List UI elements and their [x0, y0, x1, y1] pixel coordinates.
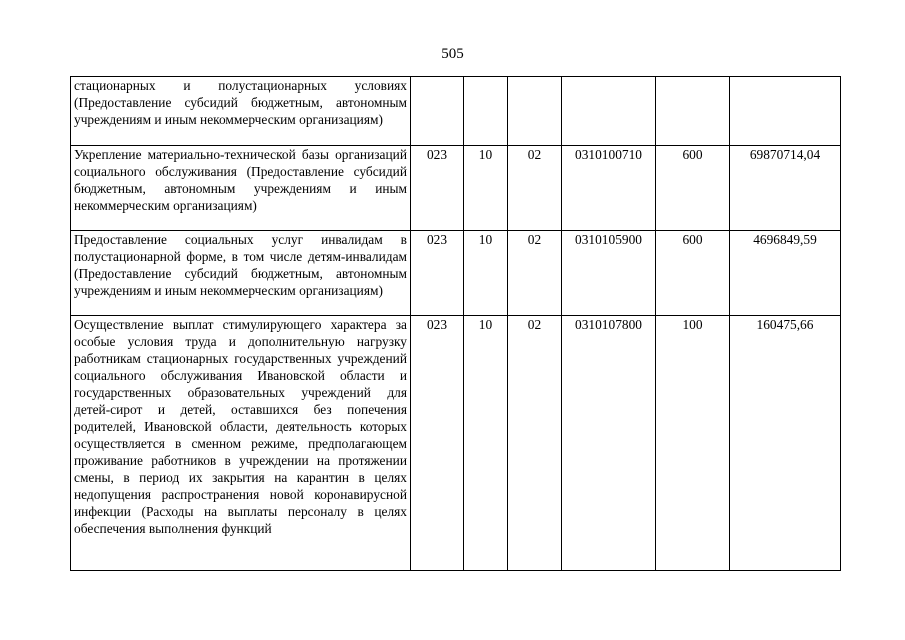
grbs-code: 023 — [411, 231, 464, 316]
subsection-code: 02 — [508, 231, 562, 316]
row-description: Укрепление материально-технической базы организаций социального обслуживания (Предоставление субсидий бюджетным, автономным учреждениям и иным некоммерческим организациям) — [71, 146, 411, 231]
row-description: Предоставление социальных услуг инвалидам в полустационарной форме, в том числе детям-инвалидам (Предоставление субсидий бюджетным, автономным учреждениям и иным некоммерческим организациям) — [71, 231, 411, 316]
expense-type-code: 600 — [656, 146, 730, 231]
table-row — [71, 231, 841, 316]
section-code: 10 — [464, 231, 508, 316]
expense-type-code — [656, 77, 730, 146]
section-code: 10 — [464, 146, 508, 231]
table-row — [71, 146, 841, 231]
amount — [730, 77, 841, 146]
row-description: Осуществление выплат стимулирующего характера за особые условия труда и дополнительную нагрузку работникам стационарных государственных учреждений социального обслуживания Ивановской области и государственных образовательных учреждений для детей-сирот и детей, оставшихся без попечения родителей, Ивановской области, деятельность которых осуществляется в сменном режиме, предполагающем проживание работников в учреждении на протяжении смены, в период их закрытия на карантин в целях недопущения распространения новой коронавирусной инфекции (Расходы на выплаты персоналу в целях обеспечения выполнения функций — [71, 316, 411, 571]
amount: 69870714,04 — [730, 146, 841, 231]
table-row — [71, 77, 841, 146]
section-code: 10 — [464, 316, 508, 571]
target-code: 0310100710 — [562, 146, 656, 231]
grbs-code: 023 — [411, 316, 464, 571]
amount: 4696849,59 — [730, 231, 841, 316]
grbs-code — [411, 77, 464, 146]
amount: 160475,66 — [730, 316, 841, 571]
subsection-code — [508, 77, 562, 146]
grbs-code: 023 — [411, 146, 464, 231]
target-code: 0310105900 — [562, 231, 656, 316]
subsection-code: 02 — [508, 316, 562, 571]
expense-type-code: 100 — [656, 316, 730, 571]
section-code — [464, 77, 508, 146]
row-description: стационарных и полустационарных условиях (Предоставление субсидий бюджетным, автономным учреждениям и иным некоммерческим организациям) — [71, 77, 411, 146]
subsection-code: 02 — [508, 146, 562, 231]
target-code: 0310107800 — [562, 316, 656, 571]
page-number: 505 — [441, 46, 464, 62]
expense-type-code: 600 — [656, 231, 730, 316]
table-row — [71, 316, 841, 571]
budget-table — [70, 76, 841, 571]
target-code — [562, 77, 656, 146]
